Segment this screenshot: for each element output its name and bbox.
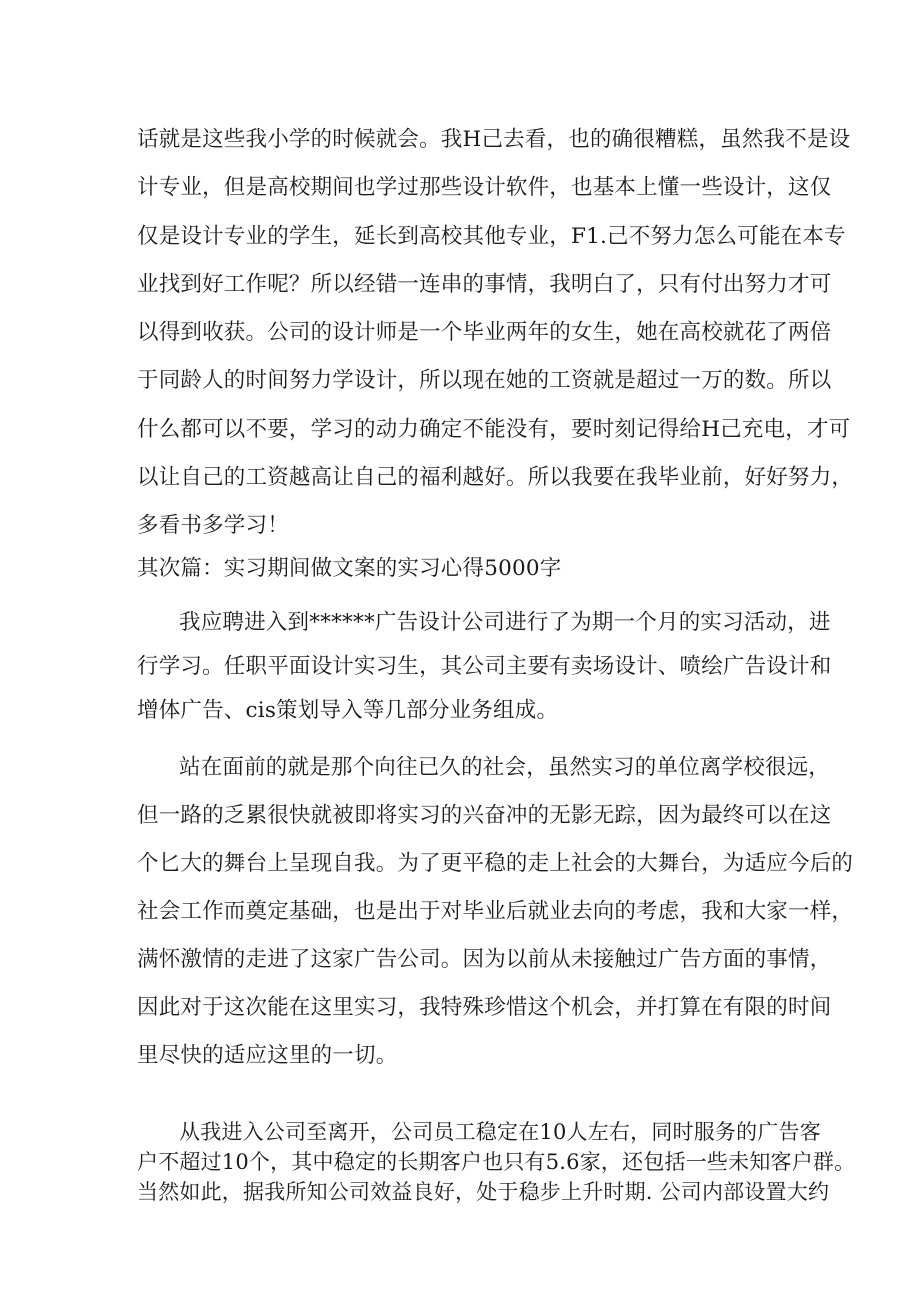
text-line: 于同龄人的时间努力学设计，所以现在她的工资就是超过一万的数。所以 <box>137 368 832 394</box>
text-line: 社会工作而奠定基础，也是出于对毕业后就业去向的考虑，我和大家一样， <box>137 899 854 924</box>
text-line: 什么都可以不要，学习的动力确定不能没有，要时刻记得给H己充电，才可 <box>137 416 851 442</box>
text-line: 但一路的乏累很快就被即将实习的兴奋冲的无影无踪，因为最终可以在这 <box>137 803 832 828</box>
intro-paragraph <box>137 116 854 551</box>
text-line: 增体广告、cis策划导入等几部分业务组成。 <box>137 698 559 723</box>
paragraph-society <box>137 744 854 1080</box>
text-line: 户不超过10个，其中稳定的长期客户也只有5.6家，还包括一些未知客户群。 <box>137 1150 856 1174</box>
text-line: 以让自己的工资越高让自己的福利越好。所以我要在我毕业前，好好努力， <box>137 465 854 491</box>
paragraph-internship-intro <box>137 601 832 733</box>
text-line: 里尽快的适应这里的一切。 <box>137 1043 398 1068</box>
text-line: 满怀激情的走进了这家广告公司。因为以前从未接触过广告方面的事情， <box>137 947 832 972</box>
paragraph-company <box>137 1117 856 1207</box>
text-line: 站在面前的就是那个向往已久的社会，虽然实习的单位离学校很远， <box>179 755 831 780</box>
text-line: 从我进入公司至离开，公司员工稳定在10人左右，同时服务的广告客 <box>179 1120 821 1144</box>
text-line: 话就是这些我小学的时候就会。我H己去看，也的确很糟糕，虽然我不是设 <box>137 127 851 152</box>
text-line: 行学习。任职平面设计实习生，其公司主要有卖场设计、喷绘广告设计和 <box>137 654 832 679</box>
text-line: 仅是设计专业的学生，延长到高校其他专业，F1.己不努力怎么可能在本专 <box>137 223 846 249</box>
section-heading <box>137 554 797 584</box>
text-line: 以得到收获。公司的设计师是一个毕业两年的女生，她在高校就花了两倍 <box>137 320 832 346</box>
text-line: 因此对于这次能在这里实习，我特殊珍惜这个机会，并打算在有限的时间 <box>137 995 832 1020</box>
text-line: 当然如此，据我所知公司效益良好，处于稳步上升时期. 公司内部设置大约 <box>137 1180 830 1204</box>
section-heading-text: 其次篇：实习期间做文案的实习心得5000字 <box>137 556 562 581</box>
text-line: 个匕大的舞台上呈现自我。为了更平稳的走上社会的大舞台，为适应今后的 <box>137 851 854 876</box>
text-line: 计专业，但是高校期间也学过那些设计软件，也基本上懂一些设计，这仅 <box>137 175 832 201</box>
text-line: 业找到好工作呢？所以经错一连串的事情，我明白了，只有付出努力才可 <box>137 271 832 297</box>
text-line: 我应聘进入到******广告设计公司进行了为期一个月的实习活动，进 <box>179 610 831 635</box>
text-line: 多看书多学习！ <box>137 513 289 539</box>
